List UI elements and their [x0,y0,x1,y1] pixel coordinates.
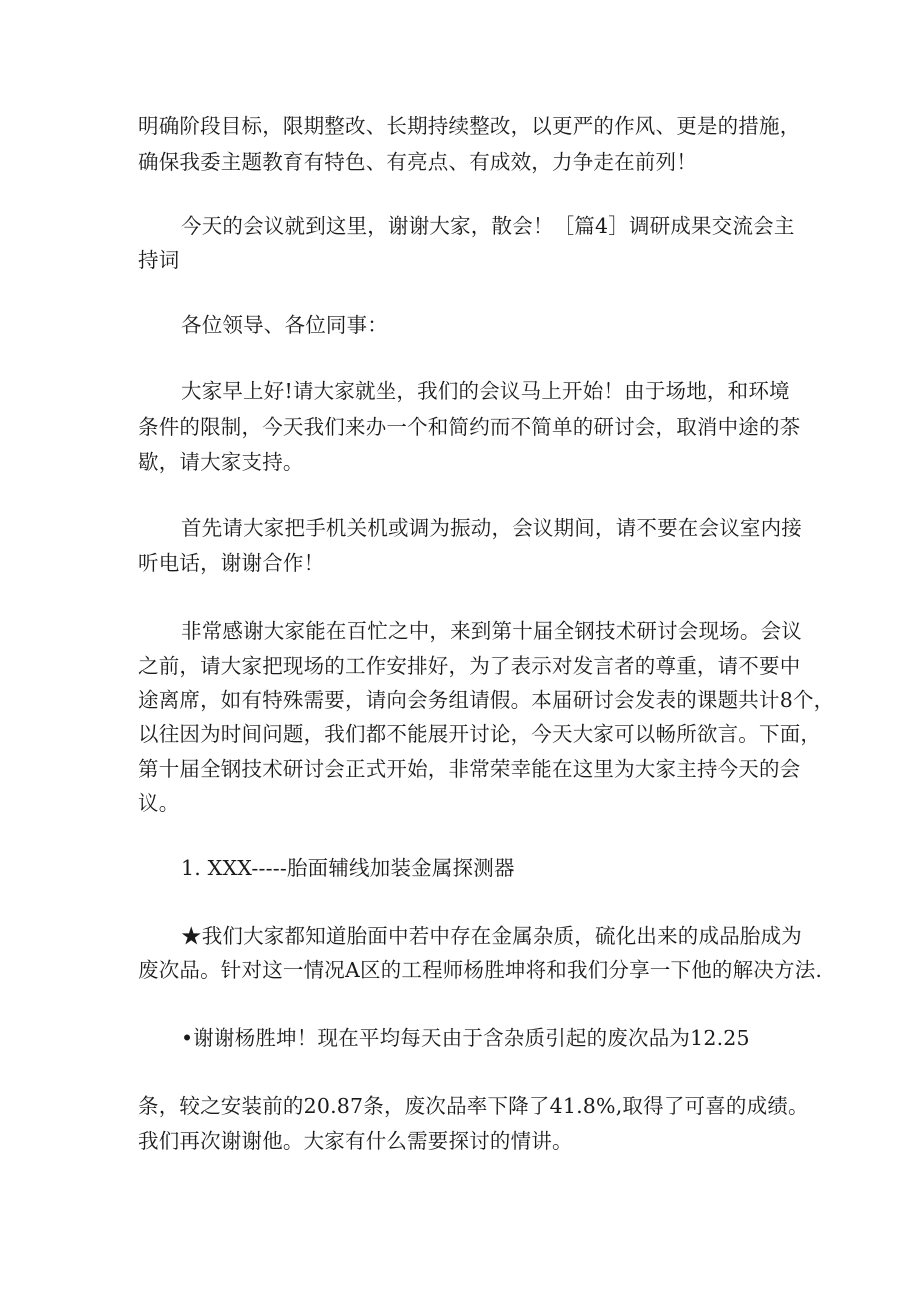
agenda-item: 1. XXX-----胎面辅线加装金属探测器 [181,856,515,880]
text-line: 听电话，谢谢合作！ [138,551,325,575]
text-line: 非常感谢大家能在百忙之中，来到第十届全钢技术研讨会现场。会议 [181,619,802,643]
text-line: 大家早上好!请大家就坐，我们的会议马上开始！由于场地，和环境 [181,379,790,403]
text-line: 歇，请大家支持。 [138,450,304,474]
text-line: 各位领导、各位同事： [181,313,388,337]
text-line: 第十届全钢技术研讨会正式开始，非常荣幸能在这里为大家主持今天的会 [138,757,801,781]
text-line: 议。 [138,791,180,815]
text-line: 确保我委主题教育有特色、有亮点、有成效，力争走在前列！ [138,150,697,174]
text-line: 废次品。针对这一情况A区的工程师杨胜坤将和我们分享一下他的解决方法. [138,958,823,982]
text-line: 之前，请大家把现场的工作安排好，为了表示对发言者的尊重，请不要中 [138,654,801,678]
text-line: •谢谢杨胜坤！现在平均每天由于含杂质引起的废次品为12.25 [181,1026,750,1050]
text-line: 以往因为时间问题，我们都不能展开讨论，今天大家可以畅所欲言。下面， [138,722,822,746]
text-line: 今天的会议就到这里，谢谢大家，散会！［篇4］调研成果交流会主 [181,214,795,238]
text-line: 条件的限制，今天我们来办一个和简约而不简单的研讨会，取消中途的茶 [138,415,801,439]
text-line: 首先请大家把手机关机或调为振动，会议期间，请不要在会议室内接 [181,516,802,540]
text-line: 持词 [138,248,180,272]
text-line: 明确阶段目标，限期整改、长期持续整改，以更严的作风、更是的措施， [138,114,801,138]
text-line: 条，较之安装前的20.87条，废次品率下降了41.8%,取得了可喜的成绩。 [138,1094,809,1118]
text-line: ★我们大家都知道胎面中若中存在金属杂质，硫化出来的成品胎成为 [181,924,802,948]
text-line: 途离席，如有特殊需要，请向会务组请假。本届研讨会发表的课题共计8个， [138,688,835,712]
text-line: 我们再次谢谢他。大家有什么需要探讨的情讲。 [138,1129,573,1153]
